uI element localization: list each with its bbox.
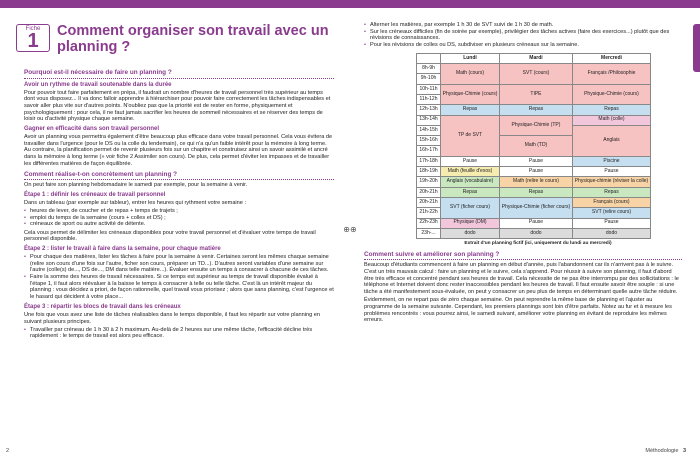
right-page [350,0,700,465]
schedule-table [416,53,651,239]
table-caption: Extrait d'un planning fictif (ici, uniquement du lundi au mercredi) [464,241,612,247]
schedule-cell: Pause [572,218,650,228]
paragraph: Beaucoup d'étudiants commencent à faire un planning en début d'année, puis l'abandonnent car ils n'arrivent pas à le suivre. C'est un très mauvais calcul : faire un planning et le suivre, cela s'apprend. Pour réussir à suivre son planning, il faut d'abord être très efficace et concentré pendant ses heures de travail. Cela nécessite de ne pas être interrompu par des sollicitations : le téléphone et Internet doivent donc rester inaccessibles pendant les heures de travail. Il faut ensuite savoir être souple : si une tâche a été manifestement sous-évaluée, on peut y consacrer un peu plus de temps en déterminant quelle autre tâche réduire. [364,262,679,296]
schedule-cell: SVT (relire cours) [572,208,650,218]
list-item: • Travailler par créneau de 1 h 30 à 2 h maximum. Au-delà de 2 heures sur une même tâche, l'efficacité décline très rapidement : le temps de travail est alors peu efficace. [24,327,334,340]
schedule-cell: Anglais (vocabulaire) [441,177,500,187]
section-heading: Pourquoi est-il nécessaire de faire un planning ? [24,69,334,79]
table-header: Lundi [441,53,500,63]
time-cell: 17h-18h [417,156,441,166]
paragraph: Pour pouvoir tout faire parfaitement en prépa, il faudrait un nombre d'heures de travail personnel très supérieur au temps dont vous disposez... Il va donc falloir apprendre à hiérarchiser pour pouvoir faire correctement les tâches indispensables et savoir aller plus vite sur d'autres points. N'oubliez pas que la priorité est de rester en forme, physiquement et psychologiquement : pour cela, il ne faut jamais sacrifier les heures de sommeil nécessaires et se réserver des temps de loisir ou d'activité physique chaque semaine. [24,89,331,123]
schedule-cell: Math (colle) [572,115,650,125]
side-tab [693,24,700,72]
schedule-cell: dodo [572,228,650,238]
schedule-cell: Repas [441,187,500,197]
schedule-cell: Physique-chimie (réviser la colle) [572,177,650,187]
schedule-cell: Pause [572,167,650,177]
page-footer [645,448,686,454]
time-cell: 19h-20h [417,177,441,187]
time-cell: 20h-21h [417,187,441,197]
fiche-label: Fiche [25,26,41,32]
schedule-cell: Pause [500,156,573,166]
time-cell: 11h-12h [417,95,441,105]
paragraph: Évidemment, on ne repart pas de zéro chaque semaine. On peut reprendre la même base de planning et l'ajuster au programme de la semaine suivante. Cependant, les premiers plannings sont loin d'être parfaits. Notez au fur et à mesure les problèmes rencontrés : vous pourrez ainsi, le samedi suivant, améliorer votre planning en évitant de reproduire les mêmes erreurs. [364,297,672,324]
schedule-cell: Math (feuille d'exos) [441,167,500,177]
fiche-badge [16,24,50,52]
bullet-list [24,327,334,340]
time-cell: 20h-21h [417,197,441,207]
schedule-cell: Pause [441,156,500,166]
schedule-cell: Repas [500,187,573,197]
time-cell: 18h-19h [417,167,441,177]
time-cell: 16h-17h [417,146,441,156]
time-cell: 14h-15h [417,125,441,135]
paragraph: Dans un tableau (par exemple sur tableur), entrer les heures qui rythment votre semaine : [24,199,246,206]
page-number: 2 [6,448,10,454]
list-item: • heures de lever, de coucher et de repas + temps de trajets ; [24,208,334,215]
bullet-list [24,254,334,301]
schedule-cell: Math (relire le cours) [500,177,573,187]
schedule-cell: Anglais [572,125,650,156]
time-cell: 10h-11h [417,84,441,94]
right-content [364,22,682,326]
schedule-cell: Français /Philosophie [572,64,650,85]
schedule-cell: Français (cours) [572,197,650,207]
list-item: • Pour les révisions de colles ou DS, subdiviser en plusieurs créneaux sur la semaine. [364,42,682,49]
step-heading: Étape 1 : définir les créneaux de travail personnel [24,191,166,198]
schedule-cell: Repas [572,187,650,197]
list-item: • Sur les créneaux difficiles (fin de soirée par exemple), privilégier des tâches actives (faire des exercices...) plutôt que des révisions de connaissances. [364,29,682,42]
time-cell: 9h-10h [417,74,441,84]
schedule-cell: SVT (ficher cours) [441,197,500,218]
paragraph: Une fois que vous avez une liste de tâches réalisables dans le temps disponible, il faut les répartir sur votre planning en suivant plusieurs principes. [24,311,321,325]
page-title: Comment organiser son travail avec un planning ? [57,23,329,55]
schedule-cell: Physique (DM) [441,218,500,228]
paragraph: Avoir un planning vous permettra également d'être beaucoup plus efficace dans votre travail personnel. Cela vous évitera de travailler dans l'urgence (pour le DS ou la colle du lendemain), ce qui n'a qu'un faible intérêt pour la mémoire à long terme. Au contraire, la planification permet de revenir plusieurs fois sur un chapitre et construisez ainsi un savoir assimilé et ancré dans la mémoire à long terme (» voir fiche 2 Assimiler son cours). De plus, cela permet d'éviter les impasses et de travailler les différentes matières de façon équilibrée. [24,134,333,167]
schedule-cell: Repas [572,105,650,115]
step-heading: Étape 3 : répartir les blocs de travail dans les créneaux [24,303,181,310]
time-cell: 12h-13h [417,105,441,115]
schedule-cell: Pause [500,167,573,177]
section-heading: Comment réalise-t-on concrètement un planning ? [24,171,334,181]
list-item: • emploi du temps de la semaine (cours + colles et DS) ; [24,215,334,222]
list-item: • créneaux de sport ou autre activité de détente. [24,221,334,228]
paragraph: Cela vous permet de délimiter les créneaux disponibles pour votre travail personnel et d'évaluer votre temps de travail personnel disponible. [24,229,316,243]
time-cell: 13h-14h [417,115,441,125]
schedule-cell: Physique-Chimie (cours) [572,84,650,105]
table-header: Mercredi [572,53,650,63]
schedule-cell: TP de SVT [441,115,500,156]
schedule-cell: Math (TD) [500,136,573,157]
schedule-cell: TIPE [500,84,573,105]
subsection-heading: Gagner en efficacité dans son travail personnel [24,126,160,133]
footer-label: Méthodologie [645,448,679,454]
bullet-list [364,22,682,49]
schedule-cell: Physique-Chimie (ficher cours) [500,197,573,218]
schedule-cell: dodo [441,228,500,238]
crop-mark-icon: ⊕⊕ [343,225,357,234]
table-header [417,53,441,63]
paragraph: On peut faire son planning hebdomadaire le samedi par exemple, pour la semaine à venir. [24,182,248,189]
schedule-cell: Piscine [572,156,650,166]
schedule-cell: Repas [441,105,500,115]
schedule-cell: SVT (cours) [500,64,573,85]
section-heading: Comment suivre et améliorer son planning ? [364,251,682,261]
schedule-cell: Math (cours) [441,64,500,85]
time-cell: 23h-... [417,228,441,238]
left-content [24,66,334,342]
schedule-cell: Physique-Chimie (TP) [500,115,573,136]
schedule-cell: Physique-Chimie (cours) [441,84,500,105]
subsection-heading: Avoir un rythme de travail soutenable dans la durée [24,81,172,88]
time-cell: 21h-22h [417,208,441,218]
schedule-cell: dodo [500,228,573,238]
fiche-number: 1 [27,30,39,52]
list-item: • Pour chaque des matières, lister les tâches à faire pour la semaine à venir. Certaines seront les mêmes chaque semaine (relire son cours d'une fois sur l'autre, ficher son cours, préparer un TD...). D'autres seront variables d'une semaine sur l'autre (colle(s) de..., DS de..., DM dans telle matière...). Évaluer ensuite un temps à consacrer à chacune de ces tâches. [24,254,334,274]
top-bar [350,0,700,8]
schedule-cell: Pause [500,218,573,228]
time-cell: 15h-16h [417,136,441,146]
list-item: • Alterner les matières, par exemple 1 h 30 de SVT suivi de 1 h 30 de math. [364,22,682,29]
step-heading: Étape 2 : lister le travail à faire dans la semaine, pour chaque matière [24,245,221,252]
table-header: Mardi [500,53,573,63]
time-cell: 8h-9h [417,64,441,74]
time-cell: 22h-23h [417,218,441,228]
top-bar [0,0,350,8]
schedule-cell: Repas [500,105,573,115]
bullet-list [24,208,334,228]
page-number: 3 [682,448,686,454]
list-item: • Faire la somme des heures de travail nécessaires. Si ce temps est supérieur au temps de travail disponible évalué à l'étape 1, il faut alors réévaluer à la baisse le temps à consacrer à telle ou telle tâche. C'est là un intérêt majeur du planning : vous décidez a priori, de façon rationnelle, quel travail vous priorisez ; alors que sans planning, c'est l'urgence et le hasard qui décident à votre place... [24,274,334,301]
